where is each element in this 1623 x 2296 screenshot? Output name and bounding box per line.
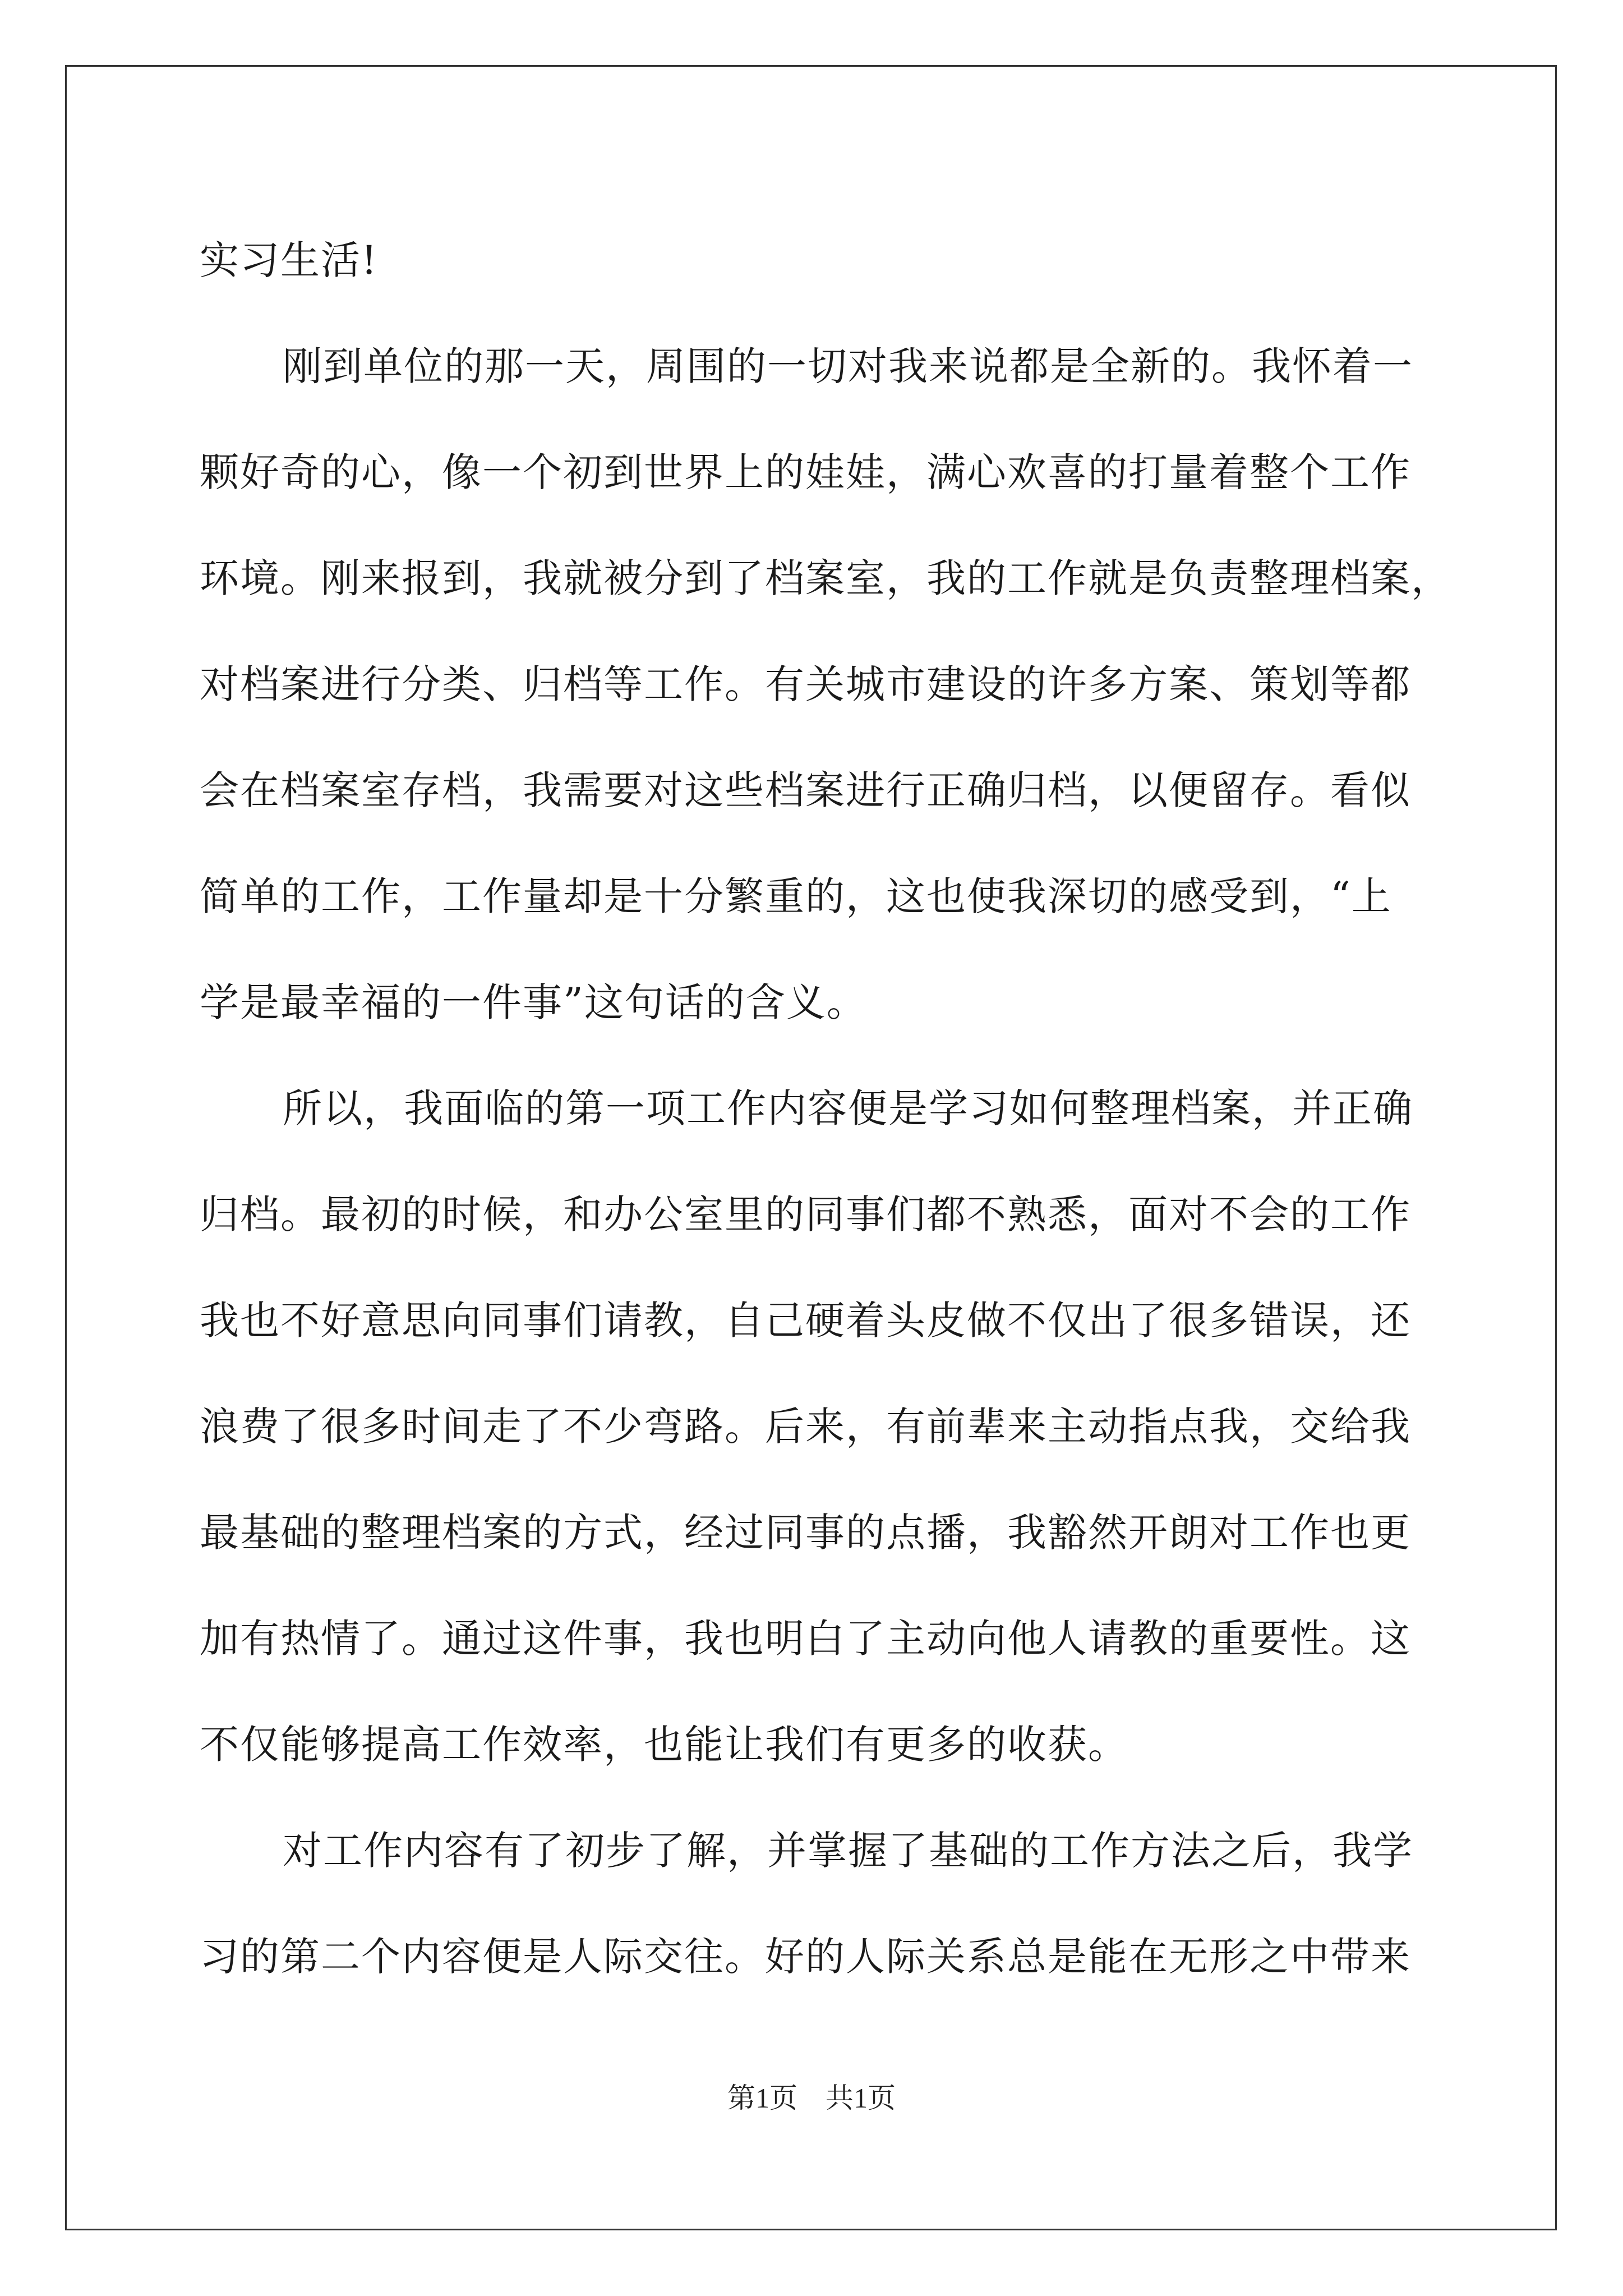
text-line: 加有热情了。通过这件事，我也明白了主动向他人请教的重要性。这 bbox=[200, 1616, 1411, 1662]
text-line: 我也不好意思向同事们请教，自己硬着头皮做不仅出了很多错误，还 bbox=[200, 1297, 1411, 1343]
text-line: 环境。刚来报到，我就被分到了档案室，我的工作就是负责整理档案， bbox=[200, 555, 1451, 601]
text-line: 实习生活! bbox=[200, 237, 379, 283]
text-line: 对档案进行分类、归档等工作。有关城市建设的许多方案、策划等都 bbox=[200, 661, 1411, 707]
text-line: 归档。最初的时候，和办公室里的同事们都不熟悉，面对不会的工作 bbox=[200, 1191, 1411, 1237]
text-line: 简单的工作，工作量却是十分繁重的，这也使我深切的感受到，“上 bbox=[200, 873, 1392, 919]
document-body bbox=[200, 208, 1450, 2010]
text-line: 最基础的整理档案的方式，经过同事的点播，我豁然开朗对工作也更 bbox=[200, 1510, 1411, 1556]
paragraph-start-line: 所以，我面临的第一项工作内容便是学习如何整理档案，并正确 bbox=[283, 1085, 1413, 1131]
text-line: 习的第二个内容便是人际交往。好的人际关系总是能在无形之中带来 bbox=[200, 1934, 1411, 1980]
paragraph-start-line: 刚到单位的那一天，周围的一切对我来说都是全新的。我怀着一 bbox=[283, 343, 1413, 389]
paragraph-start-line: 对工作内容有了初步了解，并掌握了基础的工作方法之后，我学 bbox=[283, 1828, 1413, 1874]
text-line: 不仅能够提高工作效率，也能让我们有更多的收获。 bbox=[200, 1722, 1128, 1768]
page-footer: 第1页 共1页 bbox=[727, 2082, 896, 2114]
text-line: 学是最幸福的一件事”这句话的含义。 bbox=[200, 979, 867, 1025]
text-line: 会在档案室存档，我需要对这些档案进行正确归档，以便留存。看似 bbox=[200, 767, 1411, 813]
text-line: 颗好奇的心，像一个初到世界上的娃娃，满心欢喜的打量着整个工作 bbox=[200, 449, 1411, 495]
text-line: 浪费了很多时间走了不少弯路。后来，有前辈来主动指点我，交给我 bbox=[200, 1404, 1411, 1450]
